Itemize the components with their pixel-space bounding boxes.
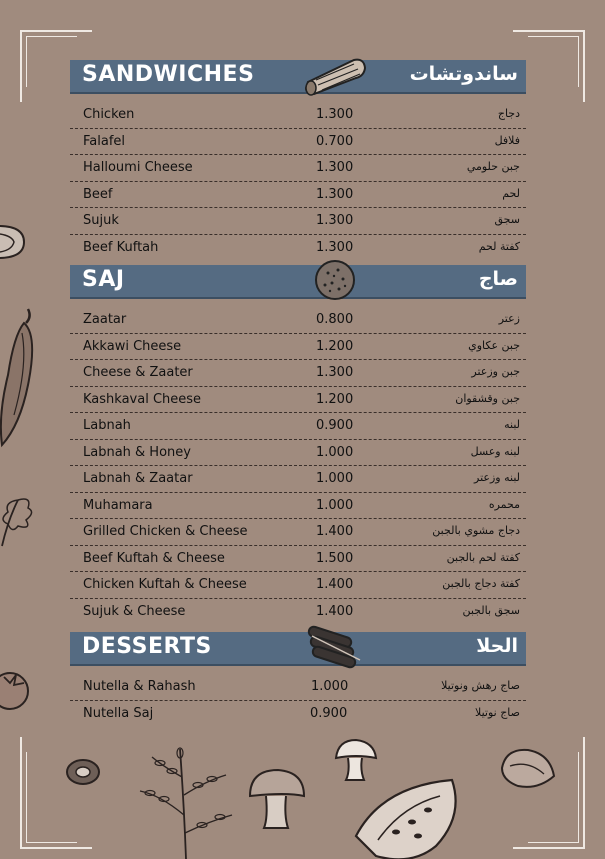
tomato-icon [0, 665, 34, 715]
section-title-ar: الحلا [476, 635, 518, 657]
item-price: 1.300 [316, 239, 354, 255]
item-name: Chicken [83, 107, 135, 122]
item-name-ar: دجاج [497, 107, 520, 120]
menu-item [70, 182, 526, 209]
item-name: Muhamara [83, 497, 153, 513]
section-saj [70, 265, 526, 624]
item-name-ar: كفتة لحم بالجبن [446, 550, 520, 564]
item-price: 1.000 [316, 444, 354, 460]
section-header [70, 265, 526, 297]
item-name-ar: محمره [488, 497, 520, 511]
section-title-en: SANDWICHES [82, 62, 255, 87]
item-name-ar: لبنه وزعتر [474, 471, 520, 484]
item-name: Labnah & Zaatar [83, 471, 193, 486]
item-name: Labnah [83, 418, 131, 433]
menu-item [70, 129, 526, 156]
item-price: 0.800 [316, 312, 354, 327]
item-price: 0.900 [316, 418, 354, 433]
menu-item [70, 102, 526, 129]
item-name-ar: صاج نوتيلا [475, 705, 520, 719]
item-name: Cheese & Zaater [83, 365, 193, 380]
item-name: Grilled Chicken & Cheese [83, 524, 248, 539]
frame-corner-top-right-inner [528, 36, 579, 87]
item-name: Zaatar [83, 312, 127, 327]
menu-list [70, 102, 526, 260]
menu-item [70, 466, 526, 493]
dessert-rolls-icon [302, 624, 368, 672]
item-name-ar: سجق [494, 213, 520, 226]
item-name: Sujuk [83, 213, 119, 228]
item-price: 1.400 [316, 524, 354, 539]
item-price: 1.000 [311, 679, 349, 694]
section-title-en: SAJ [82, 267, 125, 292]
menu-item [70, 519, 526, 546]
item-name: Beef Kuftah & Cheese [83, 550, 225, 566]
item-name-ar: لبنه [504, 418, 520, 431]
menu-item [70, 334, 526, 361]
olive-slice-icon [64, 756, 102, 788]
menu-item [70, 235, 526, 261]
item-name: Nutella Saj [83, 705, 154, 721]
mushroom-icon [246, 766, 308, 832]
item-price: 0.700 [316, 133, 354, 149]
thyme-sprig-icon [130, 745, 240, 859]
item-price: 0.900 [310, 705, 348, 721]
menu-list [70, 307, 526, 624]
menu-item [70, 307, 526, 334]
item-name-ar: سجق بالجبن [462, 603, 520, 617]
wrap-sandwich-icon [302, 52, 370, 98]
item-name: Nutella & Rahash [83, 679, 196, 694]
item-name-ar: كفتة لحم [478, 239, 520, 253]
item-name-ar: جبن وزعتر [471, 365, 520, 378]
section-header [70, 60, 526, 92]
tomato-slice-icon [0, 222, 30, 262]
item-name-ar: زعتر [498, 312, 520, 325]
section-header [70, 632, 526, 664]
saj-bread-icon [312, 257, 358, 303]
item-price: 1.000 [316, 497, 354, 513]
section-title-ar: ساندوتشات [409, 63, 518, 85]
item-price: 1.300 [316, 107, 354, 122]
menu-item [70, 440, 526, 467]
potato-wedge-icon [498, 746, 558, 792]
menu-item [70, 493, 526, 520]
item-name-ar: صاج رهش ونوتيلا [441, 679, 520, 692]
item-price: 1.300 [316, 213, 354, 228]
item-name: Akkawi Cheese [83, 338, 182, 354]
menu-item [70, 155, 526, 182]
item-price: 1.400 [316, 577, 354, 592]
section-title-ar: صاج [478, 268, 518, 290]
item-price: 1.200 [316, 338, 354, 354]
menu-item [70, 701, 526, 727]
item-price: 1.200 [316, 391, 354, 407]
item-price: 1.500 [316, 550, 354, 566]
parsley-leaf-icon [0, 490, 38, 550]
item-name: Kashkaval Cheese [83, 391, 202, 407]
tomato-wedge-icon [352, 776, 468, 859]
section-sandwiches [70, 60, 526, 260]
menu-item [70, 599, 526, 625]
item-price: 1.300 [316, 365, 354, 380]
menu-item [70, 360, 526, 387]
item-name-ar: كفتة دجاج بالجبن [442, 577, 520, 590]
item-name-ar: جبن وقشقوان [455, 391, 520, 405]
menu-item [70, 546, 526, 573]
item-name: Falafel [83, 133, 126, 149]
item-price: 1.400 [316, 603, 354, 619]
item-name-ar: جبن حلومي [466, 160, 520, 173]
section-title-en: DESSERTS [82, 634, 212, 659]
item-name: Labnah & Honey [83, 444, 191, 460]
menu-item [70, 572, 526, 599]
item-name: Halloumi Cheese [83, 160, 193, 175]
item-price: 1.300 [316, 160, 354, 175]
item-price: 1.300 [316, 186, 354, 202]
menu-item [70, 208, 526, 235]
item-name: Beef Kuftah [83, 239, 159, 255]
menu-item [70, 413, 526, 440]
menu-list [70, 674, 526, 726]
item-name-ar: لحم [502, 186, 520, 200]
item-name-ar: لبنه وعسل [470, 444, 520, 458]
item-name: Chicken Kuftah & Cheese [83, 577, 247, 592]
item-name-ar: دجاج مشوي بالجبن [432, 524, 520, 537]
item-name-ar: جبن عكاوي [468, 338, 520, 352]
item-name: Beef [83, 186, 113, 202]
chili-pepper-icon [0, 305, 40, 450]
item-name-ar: فلافل [494, 133, 520, 147]
item-price: 1.000 [316, 471, 354, 486]
menu-item [70, 387, 526, 414]
menu-item [70, 674, 526, 701]
section-desserts [70, 632, 526, 726]
item-name: Sujuk & Cheese [83, 603, 186, 619]
